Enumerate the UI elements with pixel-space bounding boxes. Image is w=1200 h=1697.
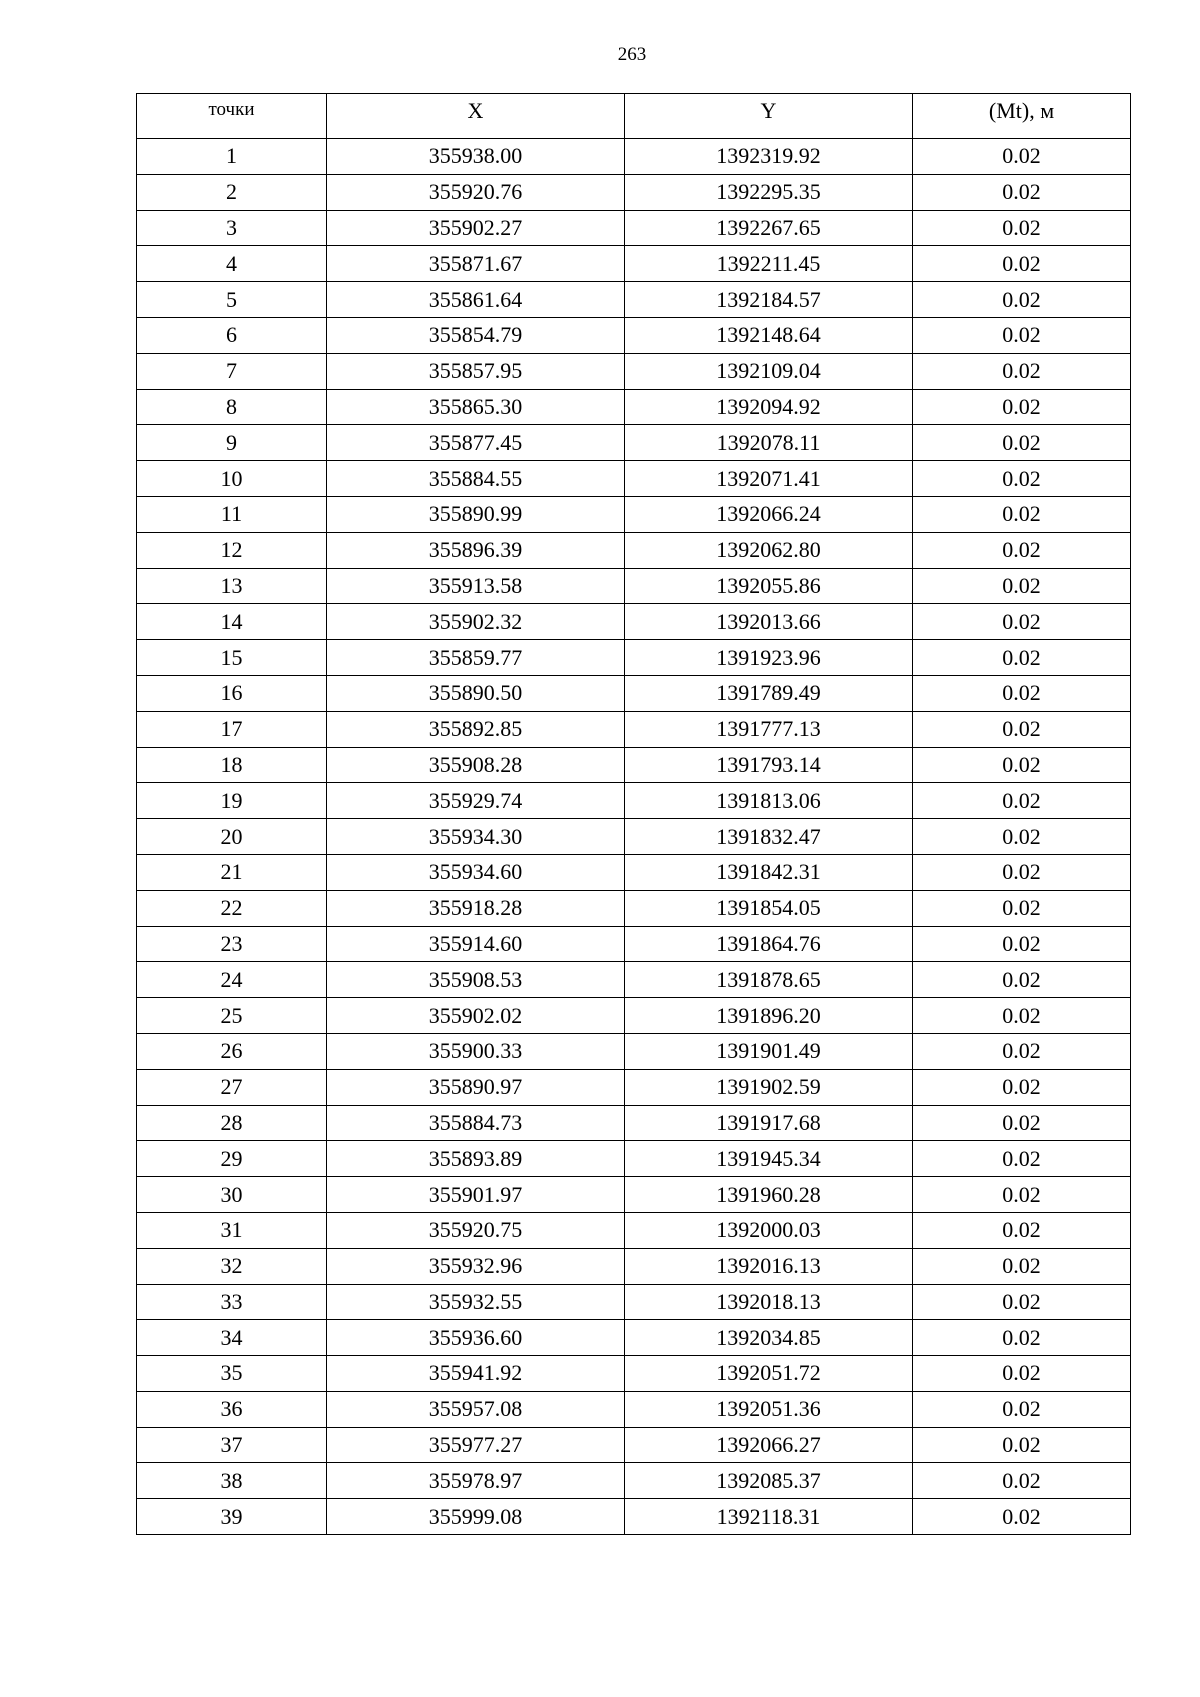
cell-point-number: 37 [137,1427,327,1463]
cell-mt: 0.02 [913,389,1131,425]
cell-y: 1392016.13 [625,1248,913,1284]
cell-point-number: 22 [137,890,327,926]
table-row [137,425,1131,461]
cell-mt: 0.02 [913,496,1131,532]
cell-point-number: 3 [137,210,327,246]
table-row [137,282,1131,318]
cell-point-number: 25 [137,998,327,1034]
cell-y: 1392319.92 [625,139,913,175]
cell-mt: 0.02 [913,926,1131,962]
cell-x: 355920.76 [327,174,625,210]
table-row [137,496,1131,532]
cell-x: 355901.97 [327,1177,625,1213]
table-row [137,783,1131,819]
cell-x: 355892.85 [327,711,625,747]
cell-y: 1392078.11 [625,425,913,461]
cell-mt: 0.02 [913,1033,1131,1069]
cell-y: 1392034.85 [625,1320,913,1356]
cell-mt: 0.02 [913,854,1131,890]
cell-x: 355978.97 [327,1463,625,1499]
table-row [137,1463,1131,1499]
cell-point-number: 4 [137,246,327,282]
cell-x: 355884.55 [327,461,625,497]
table-row [137,317,1131,353]
cell-point-number: 1 [137,139,327,175]
cell-point-number: 9 [137,425,327,461]
cell-point-number: 12 [137,532,327,568]
cell-mt: 0.02 [913,640,1131,676]
table-row [137,1320,1131,1356]
header-point-number: точки [137,94,327,139]
table-row [137,890,1131,926]
cell-mt: 0.02 [913,282,1131,318]
cell-mt: 0.02 [913,819,1131,855]
cell-y: 1391832.47 [625,819,913,855]
cell-x: 355896.39 [327,532,625,568]
cell-y: 1391777.13 [625,711,913,747]
cell-x: 355918.28 [327,890,625,926]
table-body [137,139,1131,1535]
cell-y: 1391793.14 [625,747,913,783]
cell-mt: 0.02 [913,1177,1131,1213]
cell-point-number: 30 [137,1177,327,1213]
table-row [137,210,1131,246]
cell-mt: 0.02 [913,210,1131,246]
cell-y: 1392013.66 [625,604,913,640]
cell-y: 1391878.65 [625,962,913,998]
cell-mt: 0.02 [913,461,1131,497]
cell-x: 355859.77 [327,640,625,676]
cell-point-number: 35 [137,1356,327,1392]
cell-y: 1392062.80 [625,532,913,568]
cell-x: 355890.50 [327,675,625,711]
cell-mt: 0.02 [913,1069,1131,1105]
cell-x: 355908.53 [327,962,625,998]
cell-point-number: 19 [137,783,327,819]
cell-point-number: 16 [137,675,327,711]
cell-point-number: 29 [137,1141,327,1177]
table-row [137,1284,1131,1320]
cell-y: 1392148.64 [625,317,913,353]
cell-y: 1391902.59 [625,1069,913,1105]
cell-point-number: 36 [137,1391,327,1427]
table-row [137,1177,1131,1213]
cell-mt: 0.02 [913,1248,1131,1284]
cell-y: 1392211.45 [625,246,913,282]
cell-y: 1391945.34 [625,1141,913,1177]
table-row [137,353,1131,389]
coordinates-table [136,93,1131,1535]
cell-point-number: 39 [137,1499,327,1535]
cell-mt: 0.02 [913,568,1131,604]
header-mt: (Mt), м [913,94,1131,139]
cell-point-number: 7 [137,353,327,389]
cell-point-number: 6 [137,317,327,353]
cell-x: 355929.74 [327,783,625,819]
cell-mt: 0.02 [913,353,1131,389]
cell-point-number: 32 [137,1248,327,1284]
cell-y: 1391901.49 [625,1033,913,1069]
cell-point-number: 24 [137,962,327,998]
cell-point-number: 38 [137,1463,327,1499]
cell-x: 355934.30 [327,819,625,855]
cell-x: 355902.02 [327,998,625,1034]
table-row [137,389,1131,425]
cell-mt: 0.02 [913,246,1131,282]
cell-x: 355902.27 [327,210,625,246]
cell-point-number: 14 [137,604,327,640]
table-row [137,998,1131,1034]
cell-y: 1392051.36 [625,1391,913,1427]
cell-x: 355857.95 [327,353,625,389]
cell-mt: 0.02 [913,1105,1131,1141]
page-number: 263 [617,44,647,65]
cell-mt: 0.02 [913,1320,1131,1356]
table-row [137,174,1131,210]
cell-y: 1391960.28 [625,1177,913,1213]
table-row [137,1499,1131,1535]
cell-y: 1392055.86 [625,568,913,604]
cell-point-number: 27 [137,1069,327,1105]
cell-mt: 0.02 [913,1284,1131,1320]
cell-y: 1392085.37 [625,1463,913,1499]
cell-x: 355893.89 [327,1141,625,1177]
cell-point-number: 11 [137,496,327,532]
cell-x: 355934.60 [327,854,625,890]
cell-x: 355884.73 [327,1105,625,1141]
cell-y: 1392051.72 [625,1356,913,1392]
cell-y: 1391842.31 [625,854,913,890]
cell-x: 355908.28 [327,747,625,783]
cell-point-number: 33 [137,1284,327,1320]
table-row [137,532,1131,568]
cell-y: 1392184.57 [625,282,913,318]
cell-y: 1392295.35 [625,174,913,210]
cell-mt: 0.02 [913,890,1131,926]
cell-x: 355877.45 [327,425,625,461]
table-row [137,1391,1131,1427]
cell-mt: 0.02 [913,317,1131,353]
cell-x: 355913.58 [327,568,625,604]
table-row [137,962,1131,998]
cell-x: 355977.27 [327,1427,625,1463]
table-row [137,711,1131,747]
cell-point-number: 31 [137,1212,327,1248]
cell-x: 355865.30 [327,389,625,425]
header-x: X [327,94,625,139]
cell-y: 1392118.31 [625,1499,913,1535]
cell-x: 355936.60 [327,1320,625,1356]
cell-y: 1392071.41 [625,461,913,497]
cell-mt: 0.02 [913,174,1131,210]
cell-point-number: 17 [137,711,327,747]
cell-mt: 0.02 [913,1391,1131,1427]
table-row [137,139,1131,175]
table-row [137,1033,1131,1069]
cell-point-number: 34 [137,1320,327,1356]
cell-mt: 0.02 [913,604,1131,640]
cell-mt: 0.02 [913,747,1131,783]
cell-point-number: 21 [137,854,327,890]
table-row [137,747,1131,783]
cell-x: 355902.32 [327,604,625,640]
cell-x: 355914.60 [327,926,625,962]
cell-mt: 0.02 [913,1212,1131,1248]
cell-y: 1391896.20 [625,998,913,1034]
cell-y: 1392094.92 [625,389,913,425]
cell-y: 1391917.68 [625,1105,913,1141]
table-row [137,1069,1131,1105]
cell-mt: 0.02 [913,532,1131,568]
header-y: Y [625,94,913,139]
table-row [137,926,1131,962]
cell-y: 1392066.24 [625,496,913,532]
cell-x: 355938.00 [327,139,625,175]
table-row [137,854,1131,890]
cell-mt: 0.02 [913,1427,1131,1463]
cell-point-number: 15 [137,640,327,676]
table-row [137,1105,1131,1141]
table-row [137,1248,1131,1284]
cell-point-number: 26 [137,1033,327,1069]
cell-y: 1391923.96 [625,640,913,676]
table-row [137,604,1131,640]
cell-x: 355871.67 [327,246,625,282]
cell-x: 355854.79 [327,317,625,353]
cell-mt: 0.02 [913,711,1131,747]
cell-x: 355920.75 [327,1212,625,1248]
table-header-row [137,94,1131,139]
cell-mt: 0.02 [913,1499,1131,1535]
cell-mt: 0.02 [913,139,1131,175]
cell-mt: 0.02 [913,1356,1131,1392]
cell-point-number: 28 [137,1105,327,1141]
cell-point-number: 13 [137,568,327,604]
cell-point-number: 2 [137,174,327,210]
cell-point-number: 23 [137,926,327,962]
cell-y: 1392109.04 [625,353,913,389]
table-row [137,1212,1131,1248]
table-row [137,568,1131,604]
cell-point-number: 20 [137,819,327,855]
cell-x: 355890.97 [327,1069,625,1105]
cell-x: 355957.08 [327,1391,625,1427]
table-row [137,819,1131,855]
cell-y: 1392000.03 [625,1212,913,1248]
table-row [137,246,1131,282]
table-row [137,1427,1131,1463]
cell-y: 1392066.27 [625,1427,913,1463]
table-row [137,640,1131,676]
table-row [137,461,1131,497]
table-row [137,1141,1131,1177]
cell-point-number: 18 [137,747,327,783]
cell-x: 355900.33 [327,1033,625,1069]
cell-point-number: 8 [137,389,327,425]
cell-mt: 0.02 [913,783,1131,819]
cell-mt: 0.02 [913,675,1131,711]
cell-mt: 0.02 [913,425,1131,461]
cell-y: 1392267.65 [625,210,913,246]
cell-mt: 0.02 [913,1463,1131,1499]
table-row [137,675,1131,711]
cell-mt: 0.02 [913,962,1131,998]
cell-y: 1392018.13 [625,1284,913,1320]
cell-x: 355932.55 [327,1284,625,1320]
cell-y: 1391789.49 [625,675,913,711]
cell-x: 355932.96 [327,1248,625,1284]
cell-y: 1391813.06 [625,783,913,819]
cell-x: 355890.99 [327,496,625,532]
cell-mt: 0.02 [913,1141,1131,1177]
table-row [137,1356,1131,1392]
cell-x: 355999.08 [327,1499,625,1535]
cell-mt: 0.02 [913,998,1131,1034]
cell-x: 355861.64 [327,282,625,318]
cell-y: 1391864.76 [625,926,913,962]
cell-y: 1391854.05 [625,890,913,926]
cell-point-number: 5 [137,282,327,318]
cell-x: 355941.92 [327,1356,625,1392]
cell-point-number: 10 [137,461,327,497]
